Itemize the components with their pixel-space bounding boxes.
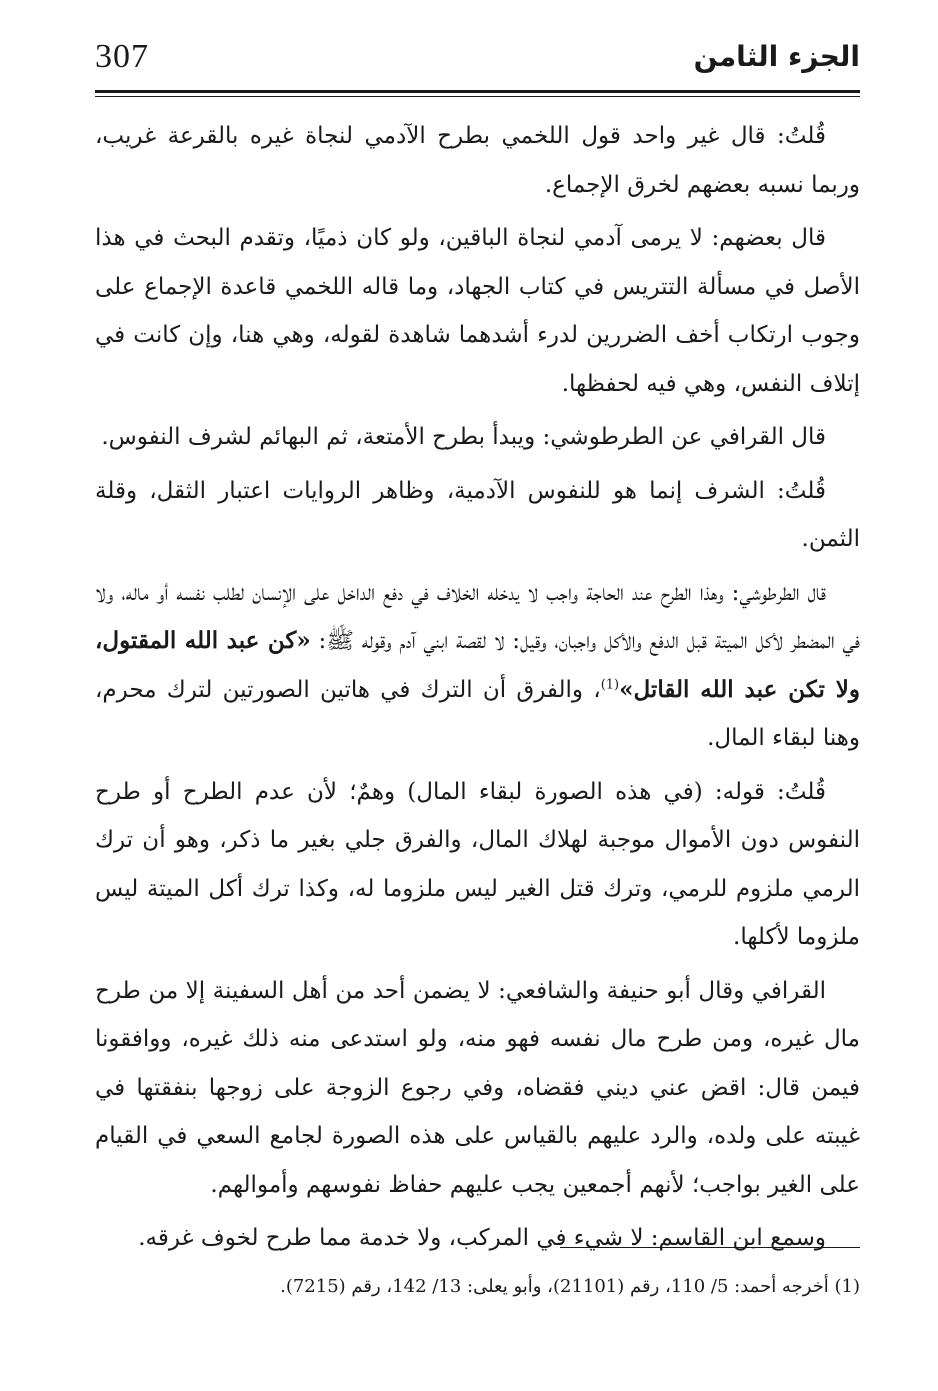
paragraph-text: قال القرافي عن الطرطوشي: ويبدأ بطرح الأمتعة، ثم البهائم لشرف النفوس. (101, 424, 826, 450)
footnote-divider (560, 1247, 860, 1248)
qultu-lead: قُلتُ: (777, 477, 826, 504)
paragraph-1 (95, 112, 860, 209)
page-number: 307 (95, 38, 149, 75)
qultu-lead: قُلتُ: (777, 778, 826, 805)
paragraph-text: وسمع ابن القاسم: لا شيء في المركب، ولا خدمة مما طرح لخوف غرقه. (138, 1225, 826, 1251)
paragraph-text: الشرف إنما هو للنفوس الآدمية، وظاهر الروايات اعتبار الثقل، وقلة الثمن. (95, 477, 860, 552)
paragraph-2 (95, 214, 860, 408)
paragraph-6 (95, 768, 860, 962)
paragraph-text: قال غير واحد قول اللخمي بطرح الآدمي لنجاة غيره بالقرعة غريب، وربما نسبه بعضهم لخرق الإجماع. (95, 123, 860, 198)
paragraph-8 (95, 1214, 860, 1263)
body-text (95, 112, 860, 1268)
paragraph-3 (95, 413, 860, 462)
qultu-lead: قُلتُ: (777, 123, 826, 149)
header-rule (95, 90, 860, 97)
paragraph-4 (95, 467, 860, 564)
page-header (95, 28, 860, 92)
paragraph-text: قال الطرطوشي: وهذا الطرح عند الحاجة واجب لا يدخله الخلاف في دفع الداخل على الإنسان لطلب نفسه أو ماله، ولا في المضطر لأكل الميتة قبل الدفع والأكل واجبان، وقيل: لا لقصة ابني آدم وقوله ﷺ: (95, 579, 860, 654)
footnote-reference[interactable]: (1) (600, 676, 620, 692)
hadith-quote: «كن عبد الله المقتول، ولا تكن عبد الله القاتل» (95, 627, 860, 703)
paragraph-7 (95, 967, 860, 1210)
paragraph-5 (95, 569, 860, 763)
paragraph-text: القرافي وقال أبو حنيفة والشافعي: لا يضمن أحد من أهل السفينة إلا من طرح مال غيره، ومن طرح مال نفسه فهو منه، ولو استدعى منه ذلك غيره، ووافقونا فيمن قال: اقض عني ديني فقضاه، وفي رجوع الزوجة على زوجها بنفقتها في غيبته على ولده، والرد عليهم بالقياس على هذه الصورة لجامع السعي في القيام على الغير بواجب؛ لأنهم أجمعين يجب عليهم حفاظ نفوسهم وأموالهم. (95, 977, 860, 1198)
paragraph-text: ، والفرق أن الترك في هاتين الصورتين لترك محرم، وهنا لبقاء المال. (95, 676, 860, 751)
paragraph-text: قوله: (في هذه الصورة لبقاء المال) وهمٌ؛ لأن عدم الطرح أو طرح النفوس دون الأموال موجبة لهلاك المال، والفرق جلي بغير ما ذكر، وهو أن ترك الرمي ملزوم للرمي، وترك قتل الغير ليس ملزوما له، وكذا ترك أكل الميتة ليس ملزوما لأكلها. (95, 778, 860, 950)
paragraph-text: قال بعضهم: لا يرمى آدمي لنجاة الباقين، ولو كان ذميًا، وتقدم البحث في هذا الأصل في مسألة التتريس في كتاب الجهاد، وما قاله اللخمي قاعدة الإجماع على وجوب ارتكاب أخف الضررين لدرء أشدهما شاهدة لقوله، وهي هنا، وإن كانت في إتلاف النفس، وهي فيه لحفظها. (95, 225, 860, 397)
running-title: الجزء الثامن (693, 40, 860, 73)
footnote: (1) أخرجه أحمد: 5/ 110، رقم (21101)، وأبو يعلى: 13/ 142، رقم (7215). (280, 1276, 860, 1297)
